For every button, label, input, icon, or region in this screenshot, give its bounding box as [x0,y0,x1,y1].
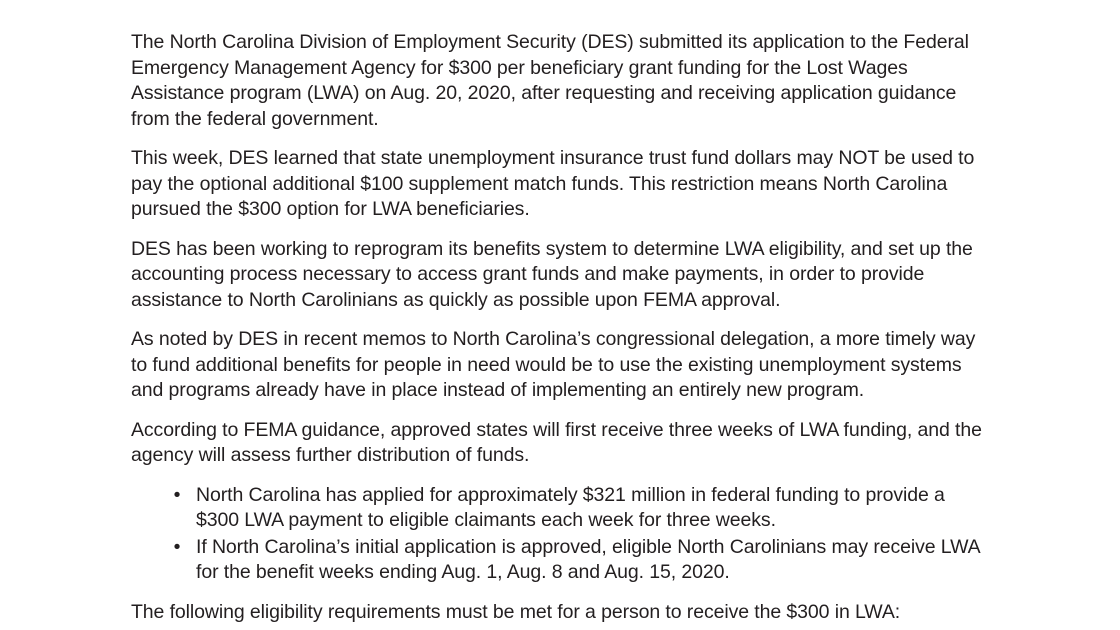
paragraph-fema-guidance: According to FEMA guidance, approved states will first receive three weeks of LWA funding, and the agency will assess further distribution of funds. [131,418,982,466]
list-item-text: North Carolina has applied for approximately $321 million in federal funding to provide a $300 LWA payment to eligible claimants each week for three weeks. [196,483,945,531]
document-body [131,30,983,625]
bullet-list [131,483,983,586]
bullet-icon: • [173,535,181,558]
bullet-icon: • [173,483,181,506]
paragraph-benefits-system: DES has been working to reprogram its benefits system to determine LWA eligibility, and set up the accounting process necessary to access grant funds and make payments, in order to provide assistance to North Carolinians as quickly as possible upon FEMA approval. [131,237,973,311]
paragraph-trust-fund-restriction: This week, DES learned that state unemployment insurance trust fund dollars may NOT be used to pay the optional additional $100 supplement match funds. This restriction means North Carolina pursued the $300 option for LWA beneficiaries. [131,147,975,220]
paragraph-application-submitted: The North Carolina Division of Employment Security (DES) submitted its application to the Federal Emergency Management Agency for $300 per beneficiary grant funding for the Lost Wages Assistance program (LWA) on Aug. 20, 2020, after requesting and receiving application guidance from the federal government. [131,31,969,130]
list-item [167,483,983,534]
list-item [167,535,983,586]
paragraph-eligibility-intro: The following eligibility requirements must be met for a person to receive the $300 in LWA: [131,600,901,623]
list-item-text: If North Carolina’s initial application is approved, eligible North Carolinians may receive LWA for the benefit weeks ending Aug. 1, Aug. 8 and Aug. 15, 2020. [196,535,980,583]
paragraph-congressional-memos: As noted by DES in recent memos to North Carolina’s congressional delegation, a more timely way to fund additional benefits for people in need would be to use the existing unemployment systems and programs already have in place instead of implementing an entirely new program. [131,328,976,401]
